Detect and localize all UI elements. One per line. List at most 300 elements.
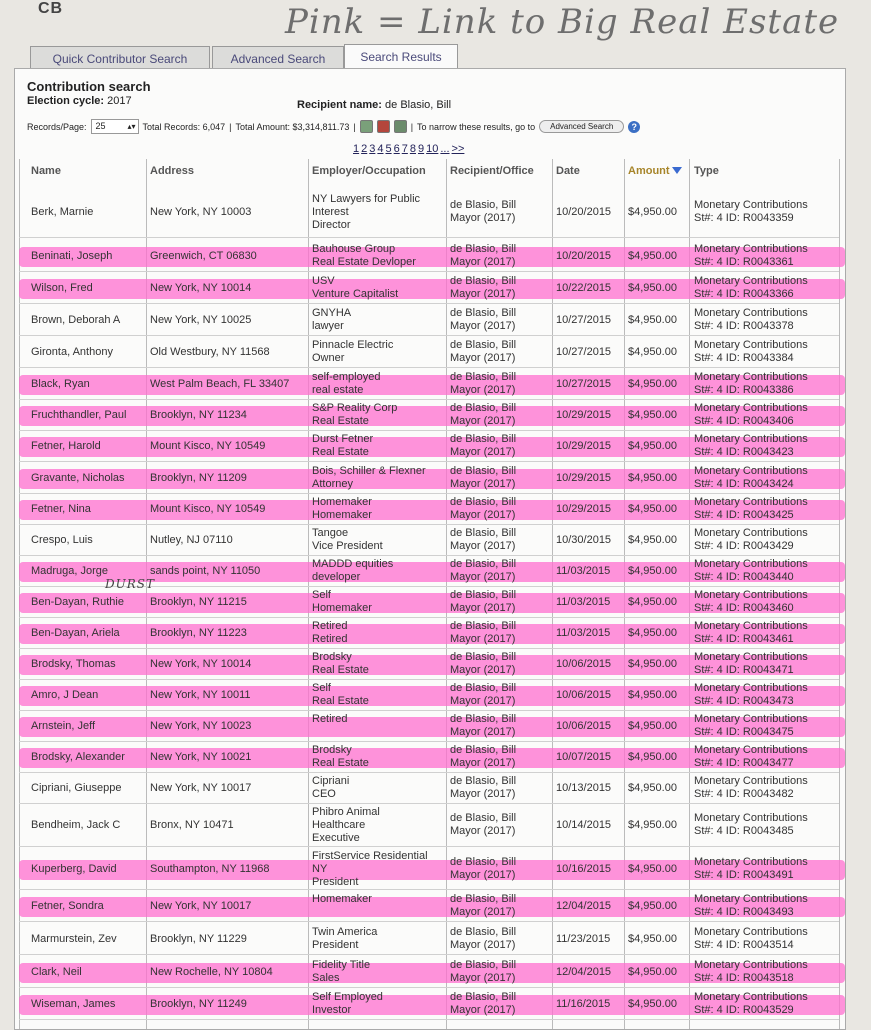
- contribution-amount-line: $4,950.00: [628, 932, 677, 945]
- employer-occupation-line: Homemaker: [312, 602, 372, 614]
- export-excel-icon[interactable]: [360, 120, 373, 133]
- contribution-type-line: St#: 4 ID: R0043359: [694, 212, 794, 224]
- contribution-date-line: 10/27/2015: [556, 313, 612, 326]
- table-row[interactable]: [15, 773, 845, 803]
- contribution-type-line: St#: 4 ID: R0043473: [694, 695, 794, 707]
- pager-link[interactable]: 8: [409, 143, 416, 155]
- app-logo: CB: [38, 0, 64, 17]
- contributor-address-line: Brooklyn, NY 11223: [150, 626, 247, 639]
- contributor-name: [31, 966, 82, 979]
- recipient-office: [450, 589, 516, 615]
- table-row[interactable]: [15, 618, 845, 648]
- contributor-address: [150, 596, 247, 609]
- table-row[interactable]: [15, 989, 845, 1019]
- recipient-office-line: Mayor (2017): [450, 869, 516, 881]
- recipient-office: [450, 275, 516, 301]
- table-row[interactable]: [15, 804, 845, 846]
- table-row[interactable]: [15, 649, 845, 679]
- contribution-date: [556, 534, 611, 547]
- contribution-type-line: Monetary Contributions: [694, 775, 808, 787]
- row-divider: [19, 954, 839, 955]
- tab-search-results[interactable]: Search Results: [344, 44, 458, 69]
- recipient-office-line: Mayor (2017): [450, 509, 516, 521]
- contributor-name: [31, 720, 95, 733]
- employer-occupation-line: USV: [312, 275, 335, 287]
- recipient-office-line: de Blasio, Bill: [450, 991, 517, 1003]
- contributor-address: [150, 863, 269, 876]
- contribution-type-line: St#: 4 ID: R0043471: [694, 664, 794, 676]
- pager-link[interactable]: 7: [401, 143, 408, 155]
- contribution-date-line: 12/04/2015: [556, 899, 612, 912]
- contributor-name: [31, 250, 112, 263]
- employer-occupation: [312, 775, 349, 801]
- contribution-type: [694, 991, 808, 1017]
- contributor-address-line: New York, NY 10017: [150, 781, 252, 794]
- recipient-office-line: Mayor (2017): [450, 757, 516, 769]
- contributor-address-line: Greenwich, CT 06830: [150, 249, 257, 262]
- contribution-type-line: Monetary Contributions: [694, 926, 808, 938]
- employer-occupation: [312, 243, 416, 269]
- recipient-office-line: Mayor (2017): [450, 320, 516, 332]
- table-row[interactable]: [15, 241, 845, 271]
- contribution-date: [556, 658, 611, 671]
- contribution-type-line: Monetary Contributions: [694, 558, 808, 570]
- employer-occupation-line: Real Estate Devloper: [312, 256, 416, 268]
- contribution-type-line: Monetary Contributions: [694, 589, 808, 601]
- contributor-address: [150, 966, 273, 979]
- contribution-type-line: Monetary Contributions: [694, 307, 808, 319]
- row-divider: [19, 237, 839, 238]
- employer-occupation: [312, 496, 372, 522]
- contribution-amount-line: $4,950.00: [628, 471, 677, 484]
- employer-occupation: [312, 682, 369, 708]
- contribution-amount: [628, 596, 677, 609]
- row-divider: [19, 921, 839, 922]
- contributor-name-line: Cipriani, Giuseppe: [31, 781, 122, 794]
- table-row[interactable]: [15, 305, 845, 335]
- recipient-office: [450, 433, 516, 459]
- contribution-type: [694, 959, 808, 985]
- employer-occupation-line: Real Estate: [312, 695, 369, 707]
- contribution-type: [694, 307, 808, 333]
- contribution-type-line: St#: 4 ID: R0043361: [694, 256, 794, 268]
- contributor-name: [31, 503, 91, 516]
- employer-occupation-line: Interest: [312, 205, 349, 218]
- recipient-office-line: Mayor (2017): [450, 478, 516, 490]
- contributor-name-line: Brown, Deborah A: [31, 313, 121, 326]
- export-pdf-icon[interactable]: [377, 120, 390, 133]
- pager-link[interactable]: ...: [440, 143, 450, 155]
- employer-occupation-line: Homemaker: [312, 509, 372, 521]
- tab-advanced-search[interactable]: Advanced Search: [212, 46, 344, 69]
- contributor-name-line: Gravante, Nicholas: [31, 471, 125, 484]
- tab-quick-contributor-search[interactable]: Quick Contributor Search: [30, 46, 210, 69]
- contribution-amount-line: $4,950.00: [628, 595, 677, 608]
- table-row[interactable]: [15, 431, 845, 461]
- table-row[interactable]: [15, 849, 845, 889]
- contribution-amount: [628, 378, 677, 391]
- employer-occupation-line: Cipriani: [312, 775, 350, 787]
- contribution-type: [694, 713, 808, 739]
- employer-occupation: [312, 433, 373, 459]
- contribution-amount: [628, 627, 677, 640]
- contribution-type: [694, 744, 808, 770]
- employer-occupation-line: Bauhouse Group: [312, 243, 396, 255]
- contributor-address: [150, 378, 289, 391]
- employer-occupation-line: President: [312, 939, 359, 951]
- recipient-office-line: Mayor (2017): [450, 288, 516, 300]
- contributor-address-line: New York, NY 10011: [150, 688, 251, 701]
- contributor-address-line: Mount Kisco, NY 10549: [150, 439, 266, 452]
- contribution-amount-line: $4,950.00: [628, 313, 677, 326]
- recipient-office-line: Mayor (2017): [450, 664, 516, 676]
- contribution-amount-line: $4,950.00: [628, 564, 677, 577]
- employer-occupation-line: NY Lawyers for Public: [312, 192, 421, 205]
- table-row[interactable]: [15, 891, 845, 921]
- contribution-type-line: St#: 4 ID: R0043485: [694, 825, 794, 837]
- employer-occupation-line: S&P Reality Corp: [312, 402, 398, 414]
- contribution-type-line: St#: 4 ID: R0043429: [694, 540, 794, 552]
- contribution-type-line: St#: 4 ID: R0043378: [694, 320, 794, 332]
- contribution-date-line: 12/04/2015: [556, 965, 612, 978]
- employer-occupation: [312, 713, 347, 726]
- employer-occupation-line: Sales: [312, 972, 340, 984]
- contribution-type-line: Monetary Contributions: [694, 496, 808, 508]
- recipient-office-line: Mayor (2017): [450, 415, 516, 427]
- contributor-address-line: Old Westbury, NY 11568: [150, 345, 270, 358]
- row-divider: [19, 335, 839, 336]
- contributor-address: [150, 751, 251, 764]
- total-amount: Total Amount: $3,314,811.73: [235, 121, 350, 132]
- contributor-name: [31, 751, 125, 764]
- contributor-name: [31, 627, 120, 640]
- table-row[interactable]: [15, 742, 845, 772]
- employer-occupation: [312, 744, 369, 770]
- contribution-type: [694, 620, 808, 646]
- recipient-office-line: de Blasio, Bill: [450, 682, 517, 694]
- recipient-office-line: de Blasio, Bill: [450, 775, 517, 787]
- contribution-date: [556, 689, 611, 702]
- row-divider: [19, 367, 839, 368]
- contribution-type-line: St#: 4 ID: R0043477: [694, 757, 794, 769]
- contribution-date-line: 10/16/2015: [556, 862, 612, 875]
- table-row[interactable]: [15, 711, 845, 741]
- contribution-amount-line: $4,950.00: [628, 965, 677, 978]
- contribution-date-line: 11/03/2015: [556, 595, 611, 608]
- contribution-amount-line: $4,950.00: [628, 533, 677, 546]
- contributor-name-line: Marmurstein, Zev: [31, 932, 117, 945]
- contribution-amount-line: $4,950.00: [628, 377, 677, 390]
- table-row[interactable]: [15, 680, 845, 710]
- recipient-office-line: de Blasio, Bill: [450, 558, 517, 570]
- contributor-address: [150, 472, 247, 485]
- contributor-address: [150, 819, 234, 832]
- pager-link[interactable]: 4: [377, 143, 384, 155]
- contributor-name: [31, 782, 122, 795]
- column-header-employer[interactable]: Employer/Occupation: [312, 165, 426, 177]
- contributor-address: [150, 503, 265, 516]
- contribution-date-line: 10/29/2015: [556, 439, 612, 452]
- advanced-search-button[interactable]: Advanced Search: [539, 120, 624, 133]
- contribution-amount-line: $4,950.00: [628, 249, 677, 262]
- recipient-office: [450, 651, 516, 677]
- contributor-name-line: Fruchthandler, Paul: [31, 408, 127, 421]
- table-row[interactable]: [15, 273, 845, 303]
- contribution-date-line: 10/07/2015: [556, 750, 612, 763]
- contribution-date-line: 11/23/2015: [556, 932, 611, 945]
- row-divider: [19, 1019, 839, 1020]
- contribution-amount: [628, 998, 677, 1011]
- contribution-amount-line: $4,950.00: [628, 781, 677, 794]
- contribution-date: [556, 440, 611, 453]
- table-row[interactable]: [15, 494, 845, 524]
- contribution-amount: [628, 314, 677, 327]
- contribution-type-line: St#: 4 ID: R0043424: [694, 478, 794, 490]
- contribution-date-line: 10/27/2015: [556, 345, 612, 358]
- employer-occupation-line: Self: [312, 589, 331, 601]
- pager-link[interactable]: 2: [361, 143, 368, 155]
- contribution-type-line: St#: 4 ID: R0043461: [694, 633, 794, 645]
- recipient-office-line: de Blasio, Bill: [450, 651, 517, 663]
- column-header-name[interactable]: Name: [31, 165, 61, 177]
- recipient-office-line: de Blasio, Bill: [450, 243, 517, 255]
- recipient-office: [450, 371, 516, 397]
- contribution-type-line: Monetary Contributions: [694, 893, 808, 905]
- handwritten-note: Pink = Link to Big Real Estate: [285, 2, 840, 42]
- contributor-address: [150, 346, 270, 359]
- contribution-date: [556, 819, 611, 832]
- recipient-office: [450, 926, 516, 952]
- contributor-name: [31, 440, 101, 453]
- contribution-type: [694, 465, 808, 491]
- recipient-office-line: de Blasio, Bill: [450, 959, 517, 971]
- employer-occupation-line: Owner: [312, 352, 345, 364]
- contribution-type-line: St#: 4 ID: R0043440: [694, 571, 794, 583]
- employer-occupation-line: Retired: [312, 633, 348, 645]
- column-header-date[interactable]: Date: [556, 165, 580, 177]
- contribution-date-line: 10/20/2015: [556, 205, 612, 218]
- employer-occupation-line: President: [312, 875, 359, 888]
- table-row[interactable]: [15, 463, 845, 493]
- contribution-amount-line: $4,950.00: [628, 205, 677, 218]
- contributor-name-line: Wilson, Fred: [31, 281, 93, 294]
- contributor-address-line: New Rochelle, NY 10804: [150, 965, 273, 978]
- recipient-name-value: de Blasio, Bill: [385, 99, 452, 111]
- contributor-address: [150, 409, 247, 422]
- row-divider: [19, 987, 839, 988]
- contributor-address-line: New York, NY 10014: [150, 281, 252, 294]
- recipient-office-line: de Blasio, Bill: [450, 402, 517, 414]
- contribution-amount-line: $4,950.00: [628, 719, 677, 732]
- table-row[interactable]: [15, 587, 845, 617]
- table-row[interactable]: [15, 187, 845, 237]
- pager-link[interactable]: 6: [393, 143, 400, 155]
- employer-occupation: [312, 371, 380, 397]
- recipient-office: [450, 775, 516, 801]
- pager-link[interactable]: >>: [451, 143, 465, 155]
- recipient-office-line: Mayor (2017): [450, 939, 516, 951]
- contributor-address: [150, 933, 247, 946]
- column-header-recipient[interactable]: Recipient/Office: [450, 165, 534, 177]
- contributor-name: [31, 314, 120, 327]
- contribution-date-line: 10/06/2015: [556, 719, 612, 732]
- contribution-amount-line: $4,950.00: [628, 862, 677, 875]
- employer-occupation: [312, 558, 393, 584]
- recipient-office-line: Mayor (2017): [450, 446, 516, 458]
- contribution-type: [694, 199, 808, 225]
- pager-link[interactable]: 9: [418, 143, 425, 155]
- chevron-down-icon: ▴▾: [127, 122, 136, 131]
- contribution-type: [694, 775, 808, 801]
- contribution-date-line: 10/22/2015: [556, 281, 612, 294]
- column-header-address[interactable]: Address: [150, 165, 195, 177]
- recipient-office: [450, 339, 516, 365]
- contribution-type-line: Monetary Contributions: [694, 959, 808, 971]
- column-header-amount[interactable]: Amount: [628, 165, 682, 177]
- employer-occupation-line: Venture Capitalist: [312, 288, 399, 300]
- contribution-amount-line: $4,950.00: [628, 439, 677, 452]
- contribution-date: [556, 966, 611, 979]
- employer-occupation-line: lawyer: [312, 320, 344, 332]
- contribution-date: [556, 503, 611, 516]
- contribution-date-line: 10/30/2015: [556, 533, 612, 546]
- table-row[interactable]: [15, 957, 845, 987]
- contribution-type: [694, 275, 808, 301]
- contribution-date: [556, 472, 611, 485]
- sort-arrow-icon: [672, 167, 682, 174]
- recipient-office-line: Mayor (2017): [450, 212, 516, 224]
- contribution-amount: [628, 658, 677, 671]
- help-icon[interactable]: ?: [628, 121, 640, 133]
- contribution-date-line: 11/16/2015: [556, 997, 611, 1010]
- recipient-office-line: Mayor (2017): [450, 256, 516, 268]
- contribution-type-line: St#: 4 ID: R0043518: [694, 972, 794, 984]
- employer-occupation-line: developer: [312, 571, 361, 583]
- contribution-amount: [628, 565, 677, 578]
- recipient-office: [450, 307, 516, 333]
- election-cycle-value: 2017: [107, 95, 132, 107]
- recipient-office-line: Mayor (2017): [450, 788, 516, 800]
- contributor-name: [31, 409, 126, 422]
- recipient-office-line: de Blasio, Bill: [450, 856, 517, 868]
- employer-occupation-line: Real Estate: [312, 415, 369, 427]
- contributor-name: [31, 998, 115, 1011]
- contribution-type-line: Monetary Contributions: [694, 991, 808, 1003]
- contribution-amount: [628, 440, 677, 453]
- handwritten-annotation: DURST: [105, 577, 155, 591]
- employer-occupation: [312, 991, 383, 1017]
- recipient-office: [450, 558, 516, 584]
- contributor-address: [150, 250, 257, 263]
- recipient-office-line: de Blasio, Bill: [450, 589, 517, 601]
- contribution-date: [556, 933, 610, 946]
- recipient-office: [450, 402, 516, 428]
- pager-link[interactable]: 10: [426, 143, 439, 155]
- contribution-type-line: Monetary Contributions: [694, 744, 808, 756]
- records-per-page-select[interactable]: 25 ▴▾: [91, 119, 139, 134]
- contributor-name: [31, 282, 93, 295]
- recipient-office-line: de Blasio, Bill: [450, 433, 517, 445]
- recipient-office: [450, 682, 516, 708]
- export-csv-icon[interactable]: [394, 120, 407, 133]
- contribution-amount-line: $4,950.00: [628, 345, 677, 358]
- contributor-address-line: New York, NY 10021: [150, 750, 252, 763]
- contributor-name: [31, 346, 113, 359]
- employer-occupation: [312, 465, 426, 491]
- contributor-address: [150, 658, 251, 671]
- contribution-type: [694, 893, 808, 919]
- contributor-address-line: West Palm Beach, FL 33407: [150, 377, 290, 390]
- contribution-amount: [628, 282, 677, 295]
- column-header-type[interactable]: Type: [694, 165, 719, 177]
- contribution-date-line: 10/06/2015: [556, 688, 612, 701]
- contribution-type-line: Monetary Contributions: [694, 713, 808, 725]
- contributor-address-line: New York, NY 10023: [150, 719, 252, 732]
- contribution-date: [556, 206, 611, 219]
- pager-link[interactable]: 3: [369, 143, 376, 155]
- contribution-type: [694, 243, 808, 269]
- employer-occupation-line: Brodsky: [312, 651, 352, 663]
- recipient-office: [450, 812, 516, 838]
- table-row[interactable]: [15, 369, 845, 399]
- contribution-type-line: St#: 4 ID: R0043475: [694, 726, 794, 738]
- contribution-date: [556, 596, 610, 609]
- pagination: [353, 143, 464, 155]
- contributor-address-line: Nutley, NJ 07110: [150, 533, 233, 546]
- contribution-date: [556, 314, 611, 327]
- contributor-address: [150, 282, 251, 295]
- recipient-office-line: Mayor (2017): [450, 384, 516, 396]
- employer-occupation-line: Real Estate: [312, 446, 369, 458]
- employer-occupation-line: Brodsky: [312, 744, 352, 756]
- contribution-type-line: Monetary Contributions: [694, 339, 808, 351]
- contributor-address-line: Brooklyn, NY 11234: [150, 408, 247, 421]
- contribution-amount: [628, 751, 677, 764]
- contribution-date: [556, 250, 611, 263]
- pager-link[interactable]: 1: [353, 143, 360, 155]
- recipient-office: [450, 465, 516, 491]
- contribution-amount: [628, 689, 677, 702]
- recipient-office: [450, 856, 516, 882]
- contributor-address: [150, 565, 260, 578]
- table-row[interactable]: [15, 924, 845, 954]
- recipient-office: [450, 744, 516, 770]
- contributor-name: [31, 565, 108, 578]
- pager-link[interactable]: 5: [385, 143, 392, 155]
- contribution-type-line: Monetary Contributions: [694, 371, 808, 383]
- employer-occupation-line: Homemaker: [312, 496, 372, 508]
- table-row[interactable]: [15, 525, 845, 555]
- recipient-office-line: de Blasio, Bill: [450, 893, 517, 905]
- contributor-name-line: Berk, Marnie: [31, 205, 94, 218]
- table-row[interactable]: [15, 337, 845, 367]
- contribution-type: [694, 558, 808, 584]
- contribution-date: [556, 565, 610, 578]
- contributor-address: [150, 689, 251, 702]
- contribution-date: [556, 346, 611, 359]
- contribution-amount-line: $4,950.00: [628, 657, 677, 670]
- recipient-office-line: de Blasio, Bill: [450, 307, 517, 319]
- contribution-type: [694, 339, 808, 365]
- contribution-amount-line: $4,950.00: [628, 997, 677, 1010]
- contributor-name: [31, 534, 93, 547]
- employer-occupation-line: Homemaker: [312, 893, 372, 905]
- employer-occupation-line: Real Estate: [312, 664, 369, 676]
- contributor-name-line: Brodsky, Thomas: [31, 657, 116, 670]
- contribution-type-line: Monetary Contributions: [694, 682, 808, 694]
- table-row[interactable]: [15, 400, 845, 430]
- recipient-office: [450, 959, 516, 985]
